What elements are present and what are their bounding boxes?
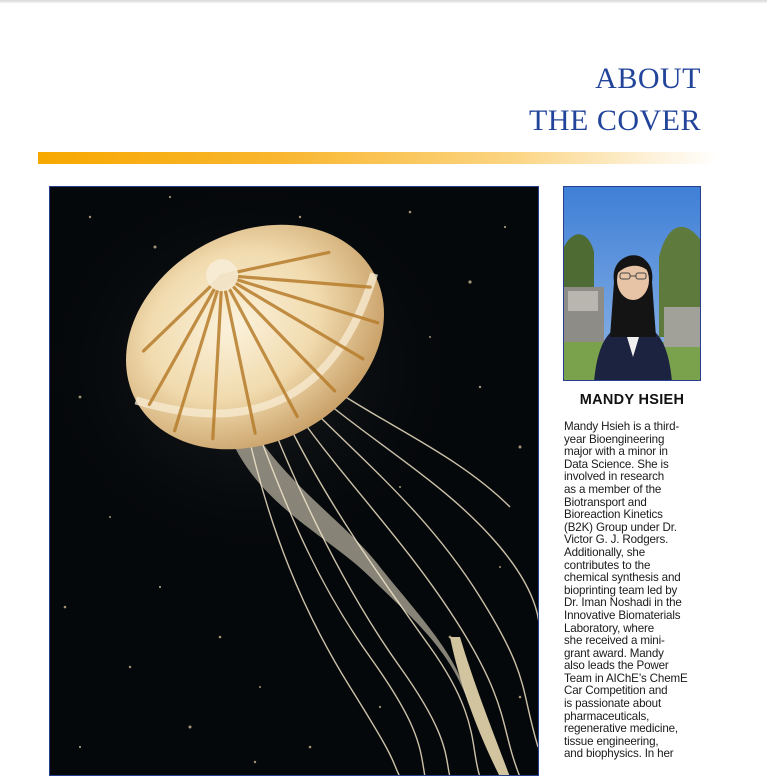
bio-line: contributes to the xyxy=(564,558,651,572)
bio-line: Additionally, she xyxy=(564,545,646,559)
bio-line: Laboratory, where xyxy=(564,621,655,635)
title-line-cover: THE COVER xyxy=(529,104,701,137)
bio-line: Mandy Hsieh is a third- xyxy=(564,420,680,433)
bio-line: Bioreaction Kinetics xyxy=(564,508,663,522)
title-line-about: ABOUT xyxy=(595,62,701,95)
bio-line: tissue engineering, xyxy=(564,734,659,748)
author-name: MANDY HSIEH xyxy=(579,392,685,408)
author-portrait-photo xyxy=(563,186,701,381)
bio-line: Biotransport and xyxy=(564,495,647,509)
bio-line: Innovative Biomaterials xyxy=(564,608,681,622)
jellyfish-photo xyxy=(49,186,539,776)
bio-line: Data Science. She is xyxy=(564,457,669,471)
bio-line: (B2K) Group under Dr. xyxy=(564,520,677,534)
bio-line: bioprinting team led by xyxy=(564,583,678,597)
page-title xyxy=(529,58,701,142)
author-bio xyxy=(564,421,704,761)
bio-line: Car Competition and xyxy=(564,684,668,698)
bio-line: pharmaceuticals, xyxy=(564,709,650,723)
bio-line: she received a mini- xyxy=(564,634,665,648)
accent-bar xyxy=(38,152,718,164)
bio-line: Team in AIChE’s ChemE xyxy=(564,671,688,685)
bio-line: Victor G. J. Rodgers. xyxy=(564,533,669,547)
bio-line: year Bioengineering xyxy=(564,432,665,446)
bio-line: as a member of the xyxy=(564,482,662,496)
bio-line: also leads the Power xyxy=(564,659,669,673)
bio-line: chemical synthesis and xyxy=(564,571,681,585)
bio-line: involved in research xyxy=(564,470,665,484)
bio-line: regenerative medicine, xyxy=(564,722,678,736)
bio-line: is passionate about xyxy=(564,697,662,711)
bio-line: and biophysics. In her xyxy=(564,747,674,761)
bio-line: major with a minor in xyxy=(564,445,668,459)
page-top-rule xyxy=(0,0,767,3)
bio-line: grant award. Mandy xyxy=(564,646,664,660)
bio-line: Dr. Iman Noshadi in the xyxy=(564,596,682,610)
